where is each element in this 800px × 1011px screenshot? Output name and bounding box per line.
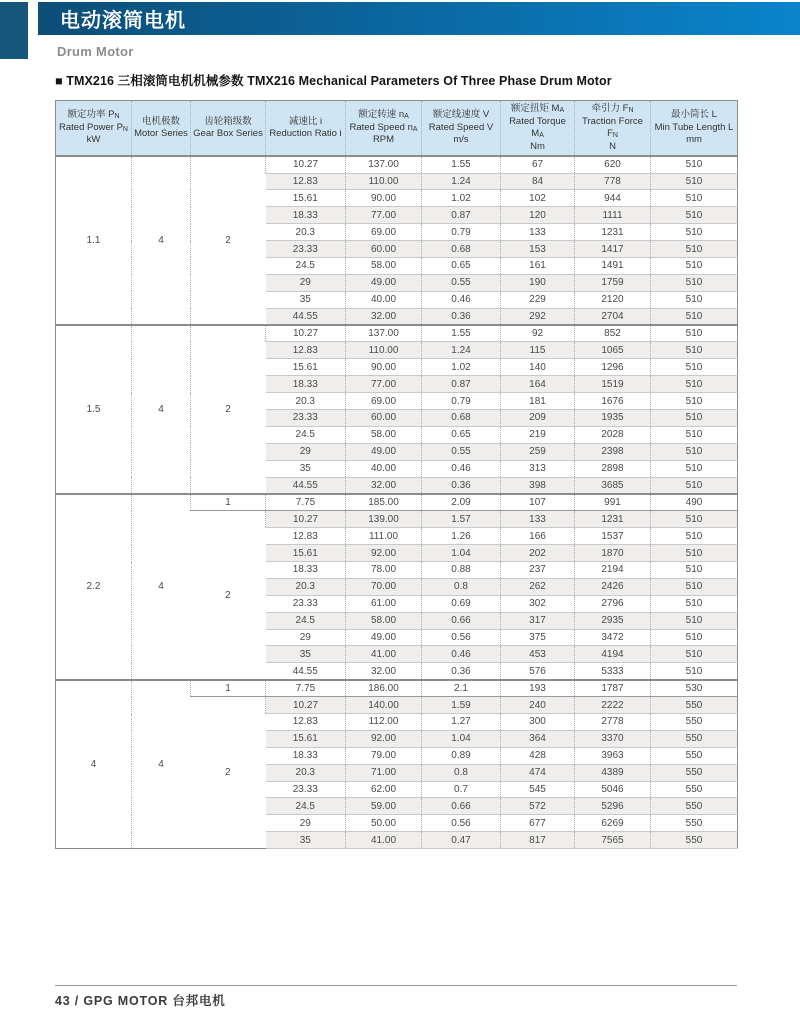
table-cell: 20.3 — [266, 224, 346, 241]
table-section-title: ■ TMX216 三相滚筒电机机械参数 TMX216 Mechanical Parameters Of Three Phase Drum Motor — [55, 74, 612, 88]
table-cell: 0.89 — [422, 747, 501, 764]
table-cell: 364 — [501, 730, 575, 747]
footer-divider — [55, 985, 737, 986]
table-cell: 15.61 — [266, 545, 346, 562]
spec-table — [55, 100, 737, 849]
table-cell: 0.65 — [422, 257, 501, 274]
table-cell: 1.55 — [422, 156, 501, 173]
table-cell: 398 — [501, 477, 575, 494]
table-cell: 237 — [501, 562, 575, 579]
table-cell: 5333 — [575, 663, 651, 680]
table-cell: 1.5 — [56, 325, 132, 494]
table-cell: 15.61 — [266, 190, 346, 207]
table-cell: 778 — [575, 173, 651, 190]
table-cell: 510 — [651, 325, 738, 342]
table-cell: 510 — [651, 241, 738, 258]
spec-table-body — [56, 156, 738, 849]
table-cell: 70.00 — [346, 578, 422, 595]
table-cell: 262 — [501, 578, 575, 595]
table-cell: 1 — [191, 494, 266, 511]
table-cell: 0.65 — [422, 426, 501, 443]
table-cell: 530 — [651, 680, 738, 697]
table-cell: 18.33 — [266, 562, 346, 579]
table-cell: 240 — [501, 697, 575, 714]
table-cell: 0.66 — [422, 612, 501, 629]
table-cell: 3472 — [575, 629, 651, 646]
table-cell: 161 — [501, 257, 575, 274]
table-cell: 572 — [501, 798, 575, 815]
table-cell: 24.5 — [266, 612, 346, 629]
table-cell: 49.00 — [346, 274, 422, 291]
table-cell: 1 — [191, 680, 266, 697]
table-cell: 44.55 — [266, 663, 346, 680]
table-cell: 510 — [651, 612, 738, 629]
table-cell: 79.00 — [346, 747, 422, 764]
table-cell: 1787 — [575, 680, 651, 697]
table-cell: 510 — [651, 342, 738, 359]
table-cell: 2796 — [575, 595, 651, 612]
table-cell: 77.00 — [346, 207, 422, 224]
table-cell: 259 — [501, 443, 575, 460]
table-cell: 510 — [651, 257, 738, 274]
table-cell: 1.26 — [422, 528, 501, 545]
table-cell: 1.02 — [422, 190, 501, 207]
table-cell: 90.00 — [346, 190, 422, 207]
table-cell: 510 — [651, 629, 738, 646]
table-cell: 2.09 — [422, 494, 501, 511]
table-cell: 0.8 — [422, 578, 501, 595]
table-cell: 0.55 — [422, 274, 501, 291]
table-cell: 817 — [501, 832, 575, 849]
table-cell: 18.33 — [266, 747, 346, 764]
table-cell: 550 — [651, 781, 738, 798]
table-cell: 24.5 — [266, 426, 346, 443]
table-cell: 190 — [501, 274, 575, 291]
table-cell: 15.61 — [266, 359, 346, 376]
table-cell: 510 — [651, 578, 738, 595]
table-cell: 428 — [501, 747, 575, 764]
table-cell: 677 — [501, 815, 575, 832]
table-cell: 576 — [501, 663, 575, 680]
table-cell: 166 — [501, 528, 575, 545]
table-cell: 2 — [191, 156, 266, 325]
table-cell: 510 — [651, 409, 738, 426]
table-cell: 1.55 — [422, 325, 501, 342]
table-cell: 0.87 — [422, 207, 501, 224]
table-cell: 0.69 — [422, 595, 501, 612]
table-cell: 193 — [501, 680, 575, 697]
table-cell: 1519 — [575, 376, 651, 393]
column-header: 额定扭矩 MA Rated Torque MA Nm — [501, 101, 575, 157]
table-cell: 3963 — [575, 747, 651, 764]
table-cell: 474 — [501, 764, 575, 781]
table-cell: 67 — [501, 156, 575, 173]
table-cell: 0.55 — [422, 443, 501, 460]
table-cell: 102 — [501, 190, 575, 207]
table-cell: 2.2 — [56, 494, 132, 680]
table-cell: 510 — [651, 477, 738, 494]
page-footer: 43 / GPG MOTOR 台邦电机 — [55, 994, 226, 1008]
table-cell: 41.00 — [346, 646, 422, 663]
column-header: 额定线速度 V Rated Speed V m/s — [422, 101, 501, 157]
table-cell: 944 — [575, 190, 651, 207]
table-cell: 510 — [651, 207, 738, 224]
table-cell: 4 — [132, 325, 191, 494]
table-cell: 510 — [651, 511, 738, 528]
table-cell: 10.27 — [266, 325, 346, 342]
table-cell: 0.56 — [422, 815, 501, 832]
table-row — [56, 680, 738, 697]
table-cell: 1759 — [575, 274, 651, 291]
table-cell: 1231 — [575, 224, 651, 241]
table-cell: 23.33 — [266, 781, 346, 798]
table-cell: 58.00 — [346, 257, 422, 274]
table-cell: 120 — [501, 207, 575, 224]
table-cell: 58.00 — [346, 612, 422, 629]
table-cell: 0.68 — [422, 241, 501, 258]
table-cell: 0.7 — [422, 781, 501, 798]
table-cell: 1065 — [575, 342, 651, 359]
table-cell: 23.33 — [266, 409, 346, 426]
table-cell: 1537 — [575, 528, 651, 545]
table-cell: 69.00 — [346, 393, 422, 410]
table-cell: 991 — [575, 494, 651, 511]
table-cell: 60.00 — [346, 241, 422, 258]
table-cell: 510 — [651, 426, 738, 443]
table-cell: 112.00 — [346, 714, 422, 731]
table-cell: 7565 — [575, 832, 651, 849]
table-cell: 550 — [651, 714, 738, 731]
table-cell: 7.75 — [266, 680, 346, 697]
table-cell: 510 — [651, 156, 738, 173]
table-cell: 84 — [501, 173, 575, 190]
table-cell: 59.00 — [346, 798, 422, 815]
table-cell: 219 — [501, 426, 575, 443]
table-cell: 2.1 — [422, 680, 501, 697]
table-cell: 1935 — [575, 409, 651, 426]
table-cell: 292 — [501, 308, 575, 325]
table-cell: 20.3 — [266, 578, 346, 595]
table-cell: 69.00 — [346, 224, 422, 241]
table-cell: 510 — [651, 443, 738, 460]
table-cell: 2 — [191, 511, 266, 680]
table-cell: 2120 — [575, 291, 651, 308]
table-cell: 202 — [501, 545, 575, 562]
table-cell: 7.75 — [266, 494, 346, 511]
table-cell: 510 — [651, 376, 738, 393]
table-cell: 90.00 — [346, 359, 422, 376]
table-cell: 1417 — [575, 241, 651, 258]
table-cell: 12.83 — [266, 528, 346, 545]
table-cell: 10.27 — [266, 697, 346, 714]
table-cell: 186.00 — [346, 680, 422, 697]
corner-accent-block — [0, 2, 28, 59]
table-cell: 2778 — [575, 714, 651, 731]
table-cell: 1.57 — [422, 511, 501, 528]
table-cell: 209 — [501, 409, 575, 426]
table-cell: 181 — [501, 393, 575, 410]
table-cell: 24.5 — [266, 257, 346, 274]
table-cell: 92.00 — [346, 730, 422, 747]
table-cell: 50.00 — [346, 815, 422, 832]
table-cell: 0.46 — [422, 291, 501, 308]
table-cell: 5296 — [575, 798, 651, 815]
table-cell: 550 — [651, 764, 738, 781]
table-cell: 510 — [651, 663, 738, 680]
table-cell: 0.79 — [422, 224, 501, 241]
table-cell: 10.27 — [266, 156, 346, 173]
table-cell: 2222 — [575, 697, 651, 714]
table-cell: 0.47 — [422, 832, 501, 849]
table-cell: 1870 — [575, 545, 651, 562]
table-cell: 62.00 — [346, 781, 422, 798]
table-cell: 300 — [501, 714, 575, 731]
table-cell: 550 — [651, 798, 738, 815]
spec-table-header-row — [56, 101, 738, 157]
table-cell: 35 — [266, 646, 346, 663]
table-cell: 550 — [651, 697, 738, 714]
table-cell: 313 — [501, 460, 575, 477]
table-cell: 110.00 — [346, 342, 422, 359]
table-cell: 185.00 — [346, 494, 422, 511]
table-cell: 20.3 — [266, 393, 346, 410]
table-cell: 12.83 — [266, 342, 346, 359]
table-cell: 133 — [501, 224, 575, 241]
table-cell: 20.3 — [266, 764, 346, 781]
table-cell: 140.00 — [346, 697, 422, 714]
table-cell: 44.55 — [266, 308, 346, 325]
table-cell: 1231 — [575, 511, 651, 528]
table-cell: 32.00 — [346, 308, 422, 325]
column-header: 电机极数 Motor Series — [132, 101, 191, 157]
column-header: 减速比 i Reduction Ratio i — [266, 101, 346, 157]
table-cell: 2426 — [575, 578, 651, 595]
table-cell: 40.00 — [346, 291, 422, 308]
table-cell: 133 — [501, 511, 575, 528]
table-cell: 0.79 — [422, 393, 501, 410]
table-cell: 4389 — [575, 764, 651, 781]
table-cell: 32.00 — [346, 477, 422, 494]
table-row — [56, 494, 738, 511]
table-cell: 0.66 — [422, 798, 501, 815]
table-cell: 0.88 — [422, 562, 501, 579]
table-cell: 23.33 — [266, 595, 346, 612]
table-cell: 302 — [501, 595, 575, 612]
table-cell: 110.00 — [346, 173, 422, 190]
table-cell: 3685 — [575, 477, 651, 494]
table-cell: 12.83 — [266, 173, 346, 190]
table-cell: 71.00 — [346, 764, 422, 781]
table-cell: 35 — [266, 291, 346, 308]
table-cell: 510 — [651, 190, 738, 207]
table-cell: 4194 — [575, 646, 651, 663]
table-cell: 1.59 — [422, 697, 501, 714]
column-header: 齿轮箱级数 Gear Box Series — [191, 101, 266, 157]
table-cell: 92.00 — [346, 545, 422, 562]
table-cell: 2028 — [575, 426, 651, 443]
column-header: 最小筒长 L Min Tube Length L mm — [651, 101, 738, 157]
table-cell: 164 — [501, 376, 575, 393]
table-cell: 23.33 — [266, 241, 346, 258]
table-cell: 510 — [651, 646, 738, 663]
table-cell: 510 — [651, 528, 738, 545]
page-subtitle: Drum Motor — [57, 44, 134, 59]
table-cell: 115 — [501, 342, 575, 359]
column-header: 牵引力 FN Traction Force FN N — [575, 101, 651, 157]
table-cell: 35 — [266, 460, 346, 477]
table-cell: 1.24 — [422, 342, 501, 359]
table-cell: 139.00 — [346, 511, 422, 528]
table-cell: 0.68 — [422, 409, 501, 426]
table-cell: 12.83 — [266, 714, 346, 731]
table-cell: 1.27 — [422, 714, 501, 731]
table-cell: 1.1 — [56, 156, 132, 325]
table-cell: 510 — [651, 562, 738, 579]
table-cell: 0.56 — [422, 629, 501, 646]
table-cell: 510 — [651, 460, 738, 477]
table-cell: 2 — [191, 697, 266, 849]
table-cell: 18.33 — [266, 376, 346, 393]
table-cell: 92 — [501, 325, 575, 342]
table-cell: 2398 — [575, 443, 651, 460]
table-cell: 0.8 — [422, 764, 501, 781]
table-cell: 35 — [266, 832, 346, 849]
table-cell: 29 — [266, 815, 346, 832]
table-cell: 0.46 — [422, 460, 501, 477]
table-cell: 15.61 — [266, 730, 346, 747]
table-cell: 545 — [501, 781, 575, 798]
table-cell: 137.00 — [346, 156, 422, 173]
table-cell: 1.04 — [422, 730, 501, 747]
table-cell: 510 — [651, 308, 738, 325]
table-cell: 77.00 — [346, 376, 422, 393]
table-cell: 1491 — [575, 257, 651, 274]
table-cell: 61.00 — [346, 595, 422, 612]
table-cell: 5046 — [575, 781, 651, 798]
page-banner — [38, 2, 800, 35]
table-cell: 10.27 — [266, 511, 346, 528]
table-cell: 78.00 — [346, 562, 422, 579]
table-cell: 0.36 — [422, 663, 501, 680]
table-cell: 550 — [651, 815, 738, 832]
table-cell: 2194 — [575, 562, 651, 579]
table-cell: 510 — [651, 173, 738, 190]
table-cell: 510 — [651, 359, 738, 376]
table-cell: 4 — [132, 494, 191, 680]
table-cell: 6269 — [575, 815, 651, 832]
table-cell: 29 — [266, 443, 346, 460]
table-cell: 111.00 — [346, 528, 422, 545]
table-cell: 317 — [501, 612, 575, 629]
table-row — [56, 156, 738, 173]
table-cell: 24.5 — [266, 798, 346, 815]
table-cell: 453 — [501, 646, 575, 663]
table-cell: 1111 — [575, 207, 651, 224]
table-cell: 2935 — [575, 612, 651, 629]
table-cell: 510 — [651, 291, 738, 308]
table-cell: 29 — [266, 274, 346, 291]
table-cell: 0.46 — [422, 646, 501, 663]
table-cell: 510 — [651, 545, 738, 562]
table-row — [56, 325, 738, 342]
table-cell: 490 — [651, 494, 738, 511]
table-cell: 620 — [575, 156, 651, 173]
table-cell: 229 — [501, 291, 575, 308]
table-cell: 510 — [651, 274, 738, 291]
table-cell: 1.04 — [422, 545, 501, 562]
page-title: 电动滚筒电机 — [60, 10, 186, 32]
table-cell: 32.00 — [346, 663, 422, 680]
table-cell: 4 — [56, 680, 132, 849]
table-cell: 49.00 — [346, 443, 422, 460]
table-cell: 510 — [651, 224, 738, 241]
table-cell: 550 — [651, 747, 738, 764]
table-cell: 510 — [651, 393, 738, 410]
table-cell: 4 — [132, 680, 191, 849]
table-cell: 510 — [651, 595, 738, 612]
table-cell: 1296 — [575, 359, 651, 376]
table-cell: 49.00 — [346, 629, 422, 646]
table-cell: 58.00 — [346, 426, 422, 443]
table-cell: 2898 — [575, 460, 651, 477]
table-cell: 41.00 — [346, 832, 422, 849]
table-cell: 3370 — [575, 730, 651, 747]
table-cell: 550 — [651, 730, 738, 747]
table-cell: 375 — [501, 629, 575, 646]
table-cell: 1676 — [575, 393, 651, 410]
table-cell: 1.02 — [422, 359, 501, 376]
table-cell: 0.36 — [422, 477, 501, 494]
table-cell: 137.00 — [346, 325, 422, 342]
column-header: 额定转速 nA Rated Speed nA RPM — [346, 101, 422, 157]
table-cell: 44.55 — [266, 477, 346, 494]
table-cell: 4 — [132, 156, 191, 325]
table-cell: 852 — [575, 325, 651, 342]
table-cell: 550 — [651, 832, 738, 849]
table-cell: 2704 — [575, 308, 651, 325]
table-cell: 40.00 — [346, 460, 422, 477]
table-cell: 140 — [501, 359, 575, 376]
table-cell: 18.33 — [266, 207, 346, 224]
table-cell: 29 — [266, 629, 346, 646]
table-cell: 60.00 — [346, 409, 422, 426]
table-cell: 107 — [501, 494, 575, 511]
table-cell: 0.36 — [422, 308, 501, 325]
table-cell: 0.87 — [422, 376, 501, 393]
table-cell: 2 — [191, 325, 266, 494]
table-cell: 1.24 — [422, 173, 501, 190]
table-cell: 153 — [501, 241, 575, 258]
column-header: 额定功率 PN Rated Power PN kW — [56, 101, 132, 157]
